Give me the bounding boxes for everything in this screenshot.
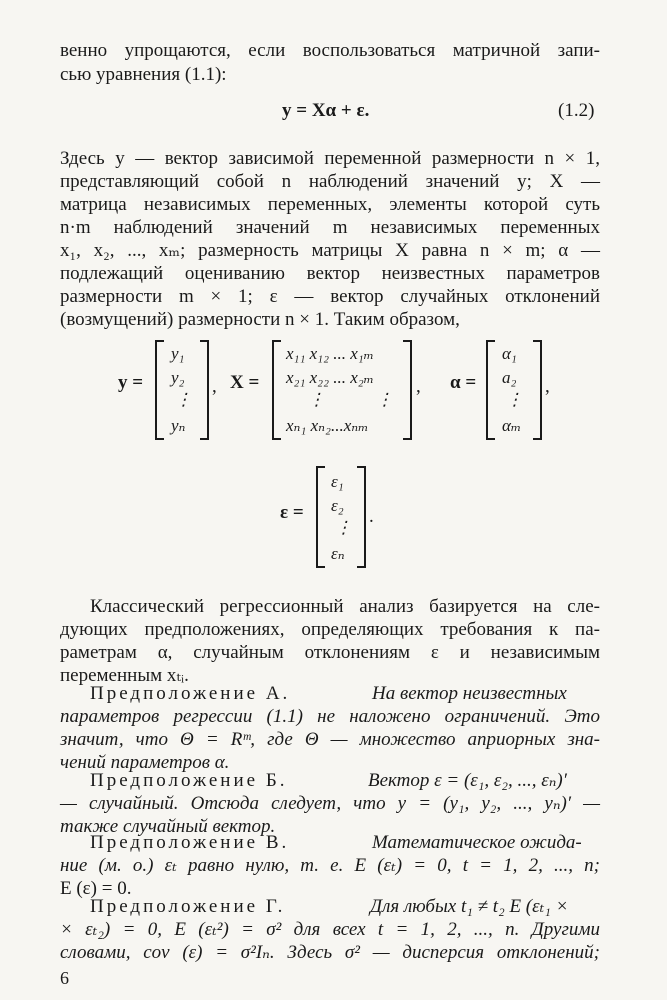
matrix-row: ⋮ ⋮ <box>308 390 393 409</box>
matrix-entry: εₙ <box>331 544 345 563</box>
matrix-x-label: X = <box>230 372 260 393</box>
matrix-entry: ⋮ <box>506 390 523 409</box>
matrix-entry: y₁ <box>171 344 185 363</box>
matrix-entry: ⋮ <box>175 390 192 409</box>
text-line: n·m наблюдений значений m независимых переменных <box>60 217 600 238</box>
matrix-x <box>272 340 412 440</box>
text-line: словами, cov (ε) = σ²Iₙ. Здесь σ² — дисперсия отклонений; <box>60 942 600 963</box>
text-line: чений параметров α. <box>60 752 230 773</box>
matrix-entry: α₁ <box>502 344 517 363</box>
matrix-entry: ε₁ <box>331 472 344 491</box>
text-line: раметрам α, случайным отклонениям ε и независимым <box>60 642 600 663</box>
matrix-entry: αₘ <box>502 416 522 435</box>
assumption-b-head <box>90 770 288 792</box>
matrix-alpha-trail: , <box>545 376 550 397</box>
text-line: Математическое ожида- <box>372 832 582 853</box>
matrix-y <box>155 340 209 440</box>
assumption-heading: Предположение Г. <box>90 896 286 917</box>
matrix-eps <box>316 466 366 568</box>
matrix-entry: ε₂ <box>331 496 344 515</box>
matrix-eps-trail: . <box>369 506 374 527</box>
text-line: (возмущений) размерности n × 1. Таким образом, <box>60 309 460 330</box>
text-line: размерности m × 1; ε — вектор случайных отклонений <box>60 286 600 307</box>
text-line: Классический регрессионный анализ базируется на сле- <box>90 596 600 617</box>
matrix-x-trail: , <box>416 376 421 397</box>
text-line: x₁, x₂, ..., xₘ; размерность матрицы X равна n × m; α — <box>60 240 600 261</box>
assumption-v-head <box>90 832 289 854</box>
text-line: Здесь y — вектор зависимой переменной размерности n × 1, <box>60 148 600 169</box>
text-line: значит, что Θ = Rᵐ, где Θ — множество априорных зна- <box>60 729 600 750</box>
matrix-eps-label: ε = <box>280 502 304 523</box>
assumption-a-head <box>90 683 290 705</box>
text-line: венно упрощаются, если воспользоваться матричной запи- <box>60 40 600 61</box>
text-line: подлежащий оцениванию вектор неизвестных параметров <box>60 263 600 284</box>
matrix-row: x₁₁ x₁₂ ... x₁ₘ <box>286 344 375 363</box>
text-line: параметров регрессии (1.1) не наложено ограничений. Это <box>60 706 600 727</box>
matrix-entry: a₂ <box>502 368 517 387</box>
matrix-entry: yₙ <box>171 416 186 435</box>
text-line: — случайный. Отсюда следует, что y = (y₁, y₂, ..., yₙ)′ — <box>60 793 600 814</box>
text-line: матрица независимых переменных, элементы которой суть <box>60 194 600 215</box>
text-line: На вектор неизвестных <box>372 683 567 704</box>
text-line: Для любых t₁ ≠ t₂ E (εₜ₁ × <box>370 896 569 917</box>
text-line: представляющий собой n наблюдений значений y; X — <box>60 171 600 192</box>
text-line: × εₜ₂) = 0, E (εₜ²) = σ² для всех t = 1, 2, ..., n. Другими <box>60 919 600 940</box>
matrix-entry: y₂ <box>171 368 185 387</box>
matrix-alpha-label: α = <box>450 372 477 393</box>
text-line: также случайный вектор. <box>60 816 276 837</box>
matrix-alpha <box>486 340 542 440</box>
assumption-g-head <box>90 896 285 918</box>
text-line: сью уравнения (1.1): <box>60 64 227 85</box>
matrix-entry: ⋮ <box>335 518 352 537</box>
text-line: Вектор ε = (ε₁, ε₂, ..., εₙ)′ <box>368 770 567 791</box>
matrix-y-label: y = <box>118 372 144 393</box>
assumption-heading: Предположение Б. <box>90 770 288 791</box>
text-line: переменным xₜᵢ. <box>60 665 189 686</box>
matrix-y-trail: , <box>212 376 217 397</box>
page-number: 6 <box>60 968 69 988</box>
text-line: дующих предположениях, определяющих требования к па- <box>60 619 600 640</box>
text-line: E (ε) = 0. <box>60 878 132 899</box>
assumption-heading: Предположение В. <box>90 832 290 853</box>
matrix-row: x₂₁ x₂₂ ... x₂ₘ <box>286 368 375 387</box>
assumption-heading: Предположение А. <box>90 683 291 704</box>
matrix-row: xₙ₁ xₙ₂...xₙₘ <box>286 416 369 435</box>
equation-formula: y = Xα + ε. <box>282 100 370 121</box>
text-line: ние (м. о.) εₜ равно нулю, т. е. E (εₜ) = 0, t = 1, 2, ..., n; <box>60 855 600 876</box>
equation-number: (1.2) <box>558 100 595 121</box>
